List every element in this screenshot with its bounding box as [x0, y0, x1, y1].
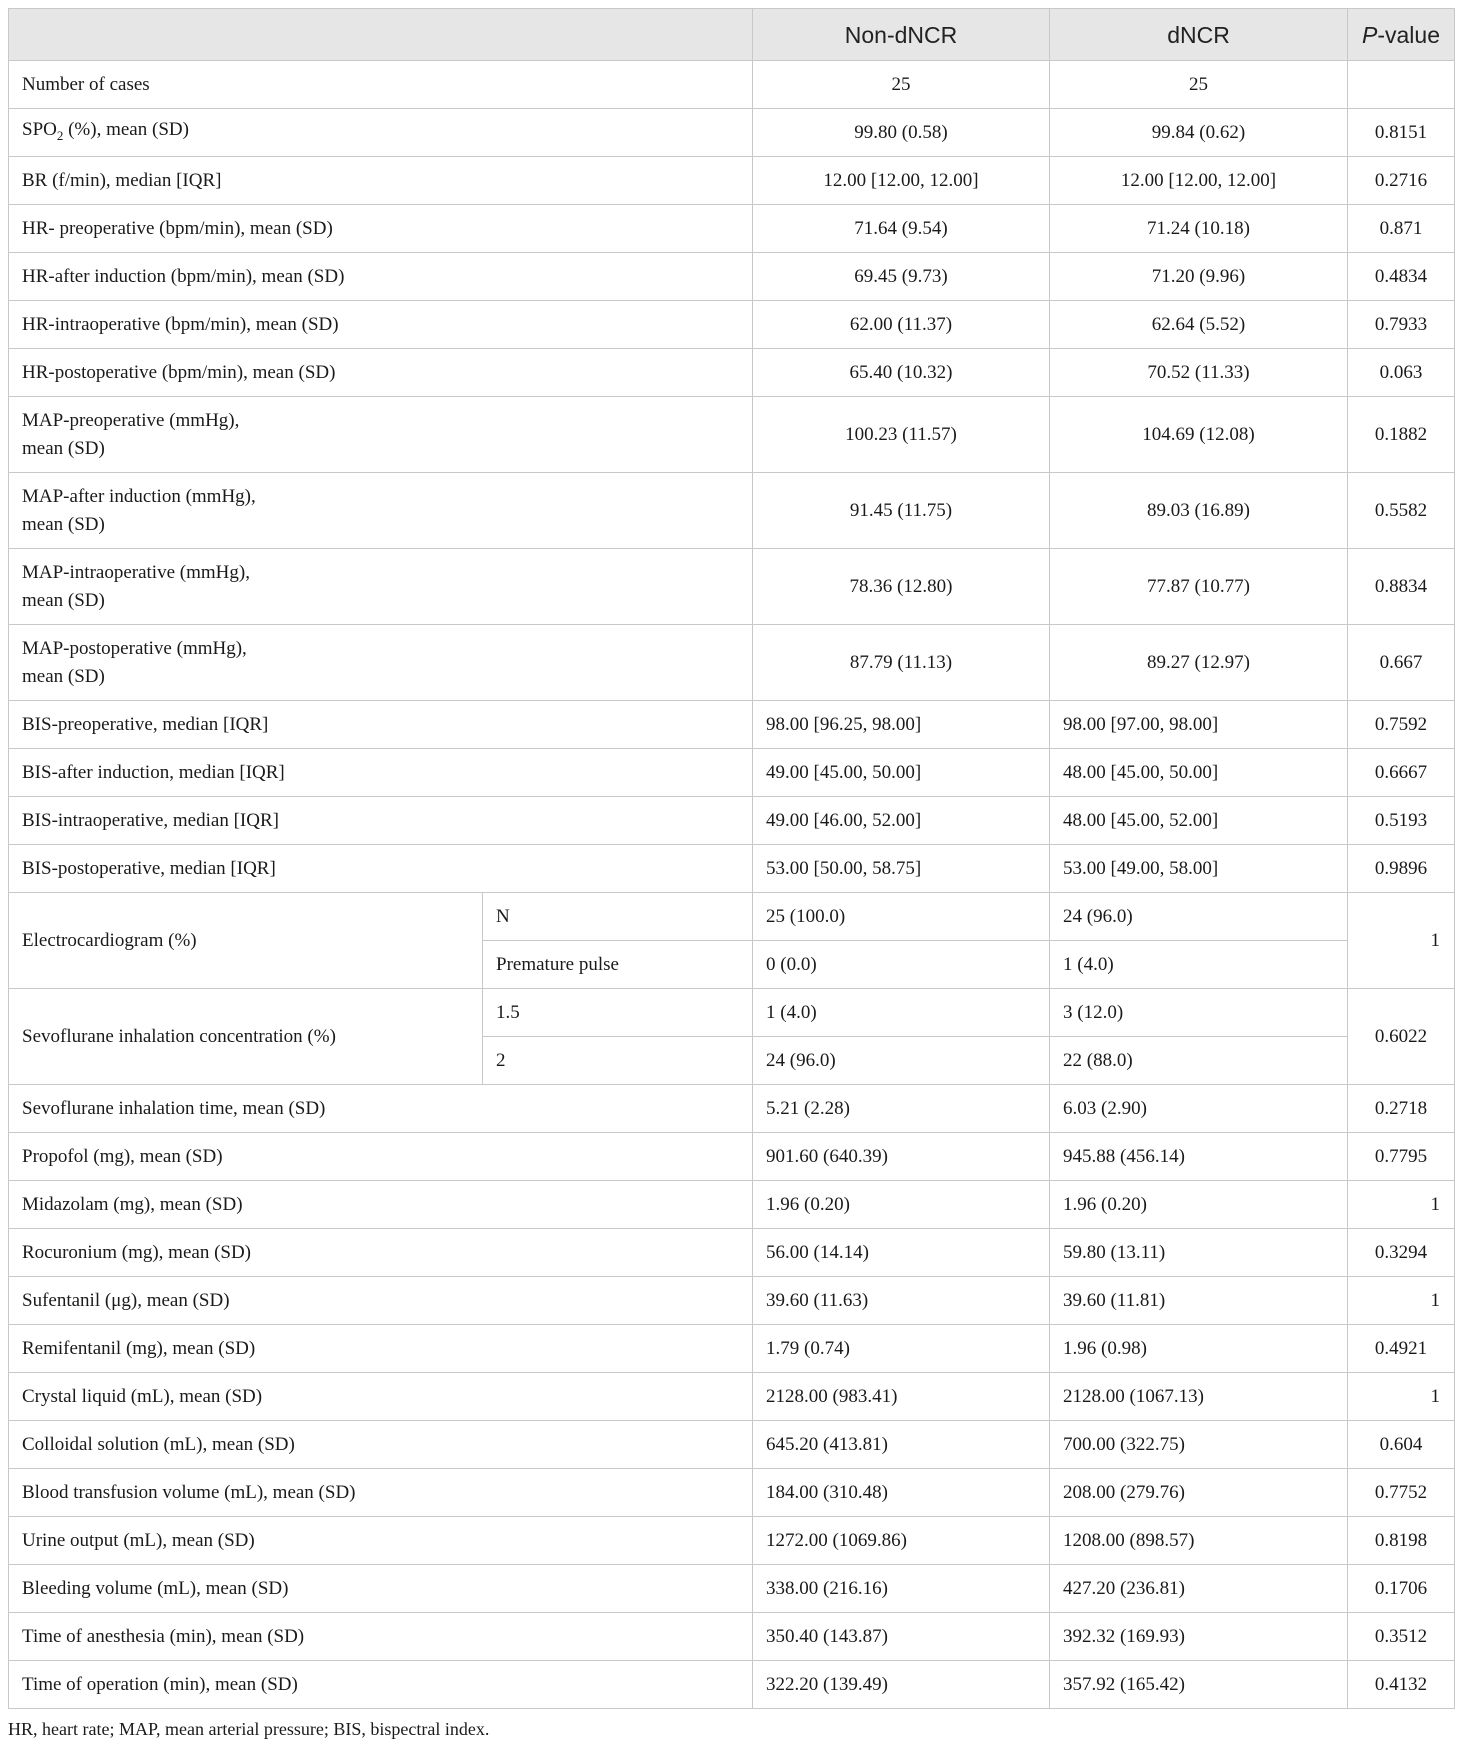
cell-non-dncr: 25	[753, 61, 1050, 109]
table-row	[9, 157, 1455, 205]
cell-p-value: 0.2718	[1348, 1085, 1455, 1133]
table-row	[9, 845, 1455, 893]
row-sublabel: N	[483, 893, 753, 941]
cell-dncr: 77.87 (10.77)	[1050, 549, 1348, 625]
table-row	[9, 549, 1455, 625]
cell-dncr: 357.92 (165.42)	[1050, 1661, 1348, 1709]
row-label-line2: mean (SD)	[22, 513, 105, 535]
row-label: Crystal liquid (mL), mean (SD)	[9, 1373, 753, 1421]
row-label-line1: MAP-preoperative (mmHg),	[22, 409, 240, 431]
cell-dncr: 48.00 [45.00, 50.00]	[1050, 749, 1348, 797]
cell-non-dncr: 91.45 (11.75)	[753, 473, 1050, 549]
cell-dncr: 2128.00 (1067.13)	[1050, 1373, 1348, 1421]
cell-p-value: 0.5582	[1348, 473, 1455, 549]
row-label-line2: mean (SD)	[22, 589, 105, 611]
table-row	[9, 1421, 1455, 1469]
table-row	[9, 1565, 1455, 1613]
cell-dncr: 1 (4.0)	[1050, 941, 1348, 989]
table-row	[9, 1181, 1455, 1229]
table-row	[9, 797, 1455, 845]
cell-dncr: 392.32 (169.93)	[1050, 1613, 1348, 1661]
cell-non-dncr: 25 (100.0)	[753, 893, 1050, 941]
table-row	[9, 1085, 1455, 1133]
cell-dncr: 104.69 (12.08)	[1050, 397, 1348, 473]
row-label: HR-postoperative (bpm/min), mean (SD)	[9, 349, 753, 397]
table-row	[9, 1277, 1455, 1325]
cell-non-dncr: 49.00 [45.00, 50.00]	[753, 749, 1050, 797]
row-label: Bleeding volume (mL), mean (SD)	[9, 1565, 753, 1613]
row-label: Electrocardiogram (%)	[9, 893, 483, 989]
cell-p-value: 1	[1348, 1373, 1455, 1421]
row-label	[9, 625, 753, 701]
cell-p-value: 0.8834	[1348, 549, 1455, 625]
row-sublabel: 1.5	[483, 989, 753, 1037]
row-label: HR-after induction (bpm/min), mean (SD)	[9, 253, 753, 301]
cell-non-dncr: 322.20 (139.49)	[753, 1661, 1050, 1709]
cell-dncr: 99.84 (0.62)	[1050, 109, 1348, 157]
row-label: Propofol (mg), mean (SD)	[9, 1133, 753, 1181]
table-row	[9, 301, 1455, 349]
cell-non-dncr: 0 (0.0)	[753, 941, 1050, 989]
row-label: Number of cases	[9, 61, 753, 109]
cell-non-dncr: 24 (96.0)	[753, 1037, 1050, 1085]
row-label-line2: mean (SD)	[22, 437, 105, 459]
row-label-line2: mean (SD)	[22, 665, 105, 687]
cell-non-dncr: 901.60 (640.39)	[753, 1133, 1050, 1181]
cell-p-value: 0.667	[1348, 625, 1455, 701]
row-label: Sufentanil (μg), mean (SD)	[9, 1277, 753, 1325]
cell-p-value: 1	[1348, 1277, 1455, 1325]
cell-dncr: 945.88 (456.14)	[1050, 1133, 1348, 1181]
cell-non-dncr: 56.00 (14.14)	[753, 1229, 1050, 1277]
cell-non-dncr: 2128.00 (983.41)	[753, 1373, 1050, 1421]
row-label-line1: MAP-intraoperative (mmHg),	[22, 561, 250, 583]
cell-dncr: 71.20 (9.96)	[1050, 253, 1348, 301]
cell-dncr: 89.27 (12.97)	[1050, 625, 1348, 701]
cell-dncr: 6.03 (2.90)	[1050, 1085, 1348, 1133]
row-label	[9, 549, 753, 625]
table-row	[9, 473, 1455, 549]
table-row	[9, 1613, 1455, 1661]
header-row	[9, 9, 1455, 61]
header-dncr: dNCR	[1050, 9, 1348, 61]
row-label: Rocuronium (mg), mean (SD)	[9, 1229, 753, 1277]
table-row	[9, 893, 1455, 941]
cell-dncr: 70.52 (11.33)	[1050, 349, 1348, 397]
cell-non-dncr: 65.40 (10.32)	[753, 349, 1050, 397]
row-label-post: (%), mean (SD)	[63, 118, 189, 140]
row-label: Sevoflurane inhalation concentration (%)	[9, 989, 483, 1085]
table-row	[9, 1325, 1455, 1373]
row-label: BIS-postoperative, median [IQR]	[9, 845, 753, 893]
cell-non-dncr: 49.00 [46.00, 52.00]	[753, 797, 1050, 845]
row-label-line1: MAP-after induction (mmHg),	[22, 485, 256, 507]
cell-dncr: 12.00 [12.00, 12.00]	[1050, 157, 1348, 205]
cell-non-dncr: 69.45 (9.73)	[753, 253, 1050, 301]
cell-non-dncr: 53.00 [50.00, 58.75]	[753, 845, 1050, 893]
table-container	[8, 8, 1454, 1740]
cell-dncr: 700.00 (322.75)	[1050, 1421, 1348, 1469]
cell-dncr: 89.03 (16.89)	[1050, 473, 1348, 549]
cell-non-dncr: 645.20 (413.81)	[753, 1421, 1050, 1469]
cell-non-dncr: 1.79 (0.74)	[753, 1325, 1050, 1373]
row-label: Time of operation (min), mean (SD)	[9, 1661, 753, 1709]
cell-p-value: 0.8198	[1348, 1517, 1455, 1565]
cell-non-dncr: 350.40 (143.87)	[753, 1613, 1050, 1661]
row-label	[9, 473, 753, 549]
row-label: BIS-intraoperative, median [IQR]	[9, 797, 753, 845]
table-row	[9, 397, 1455, 473]
header-non-dncr: Non-dNCR	[753, 9, 1050, 61]
cell-dncr: 24 (96.0)	[1050, 893, 1348, 941]
table-row	[9, 989, 1455, 1037]
row-label-subscript: 2	[56, 127, 64, 143]
cell-p-value	[1348, 61, 1455, 109]
cell-dncr: 1.96 (0.98)	[1050, 1325, 1348, 1373]
row-label: Remifentanil (mg), mean (SD)	[9, 1325, 753, 1373]
cell-p-value: 0.1706	[1348, 1565, 1455, 1613]
cell-non-dncr: 71.64 (9.54)	[753, 205, 1050, 253]
cell-non-dncr: 100.23 (11.57)	[753, 397, 1050, 473]
cell-non-dncr: 184.00 (310.48)	[753, 1469, 1050, 1517]
cell-dncr: 1.96 (0.20)	[1050, 1181, 1348, 1229]
cell-p-value: 0.4834	[1348, 253, 1455, 301]
row-sublabel: 2	[483, 1037, 753, 1085]
cell-non-dncr: 39.60 (11.63)	[753, 1277, 1050, 1325]
table-row	[9, 253, 1455, 301]
cell-non-dncr: 98.00 [96.25, 98.00]	[753, 701, 1050, 749]
cell-p-value: 1	[1348, 893, 1455, 989]
cell-non-dncr: 5.21 (2.28)	[753, 1085, 1050, 1133]
cell-non-dncr: 78.36 (12.80)	[753, 549, 1050, 625]
cell-p-value: 1	[1348, 1181, 1455, 1229]
row-label: BR (f/min), median [IQR]	[9, 157, 753, 205]
row-label-pre: SPO	[22, 118, 57, 140]
cell-non-dncr: 12.00 [12.00, 12.00]	[753, 157, 1050, 205]
cell-non-dncr: 62.00 (11.37)	[753, 301, 1050, 349]
cell-dncr: 1208.00 (898.57)	[1050, 1517, 1348, 1565]
table-row	[9, 1133, 1455, 1181]
table-row	[9, 61, 1455, 109]
row-label: BIS-preoperative, median [IQR]	[9, 701, 753, 749]
cell-dncr: 208.00 (279.76)	[1050, 1469, 1348, 1517]
table-row	[9, 1517, 1455, 1565]
cell-p-value: 0.7795	[1348, 1133, 1455, 1181]
row-label: BIS-after induction, median [IQR]	[9, 749, 753, 797]
cell-non-dncr: 87.79 (11.13)	[753, 625, 1050, 701]
row-label: Sevoflurane inhalation time, mean (SD)	[9, 1085, 753, 1133]
row-sublabel: Premature pulse	[483, 941, 753, 989]
cell-p-value: 0.604	[1348, 1421, 1455, 1469]
cell-p-value: 0.6667	[1348, 749, 1455, 797]
row-label	[9, 397, 753, 473]
cell-p-value: 0.6022	[1348, 989, 1455, 1085]
cell-dncr: 59.80 (13.11)	[1050, 1229, 1348, 1277]
cell-p-value: 0.4921	[1348, 1325, 1455, 1373]
table-row	[9, 701, 1455, 749]
cell-non-dncr: 1272.00 (1069.86)	[753, 1517, 1050, 1565]
cell-non-dncr: 338.00 (216.16)	[753, 1565, 1050, 1613]
cell-p-value: 0.9896	[1348, 845, 1455, 893]
cell-p-value: 0.7933	[1348, 301, 1455, 349]
data-table	[8, 8, 1455, 1709]
cell-dncr: 98.00 [97.00, 98.00]	[1050, 701, 1348, 749]
header-p-value	[1348, 9, 1455, 61]
table-row	[9, 749, 1455, 797]
cell-non-dncr: 1 (4.0)	[753, 989, 1050, 1037]
row-label: HR-intraoperative (bpm/min), mean (SD)	[9, 301, 753, 349]
table-row	[9, 205, 1455, 253]
table-row	[9, 1469, 1455, 1517]
header-p-rest: -value	[1377, 21, 1440, 48]
row-label: Blood transfusion volume (mL), mean (SD)	[9, 1469, 753, 1517]
table-row	[9, 1661, 1455, 1709]
cell-p-value: 0.7592	[1348, 701, 1455, 749]
row-label: Time of anesthesia (min), mean (SD)	[9, 1613, 753, 1661]
cell-dncr: 39.60 (11.81)	[1050, 1277, 1348, 1325]
row-label: Colloidal solution (mL), mean (SD)	[9, 1421, 753, 1469]
table-row	[9, 349, 1455, 397]
header-blank	[9, 9, 753, 61]
cell-non-dncr: 99.80 (0.58)	[753, 109, 1050, 157]
table-footnote: HR, heart rate; MAP, mean arterial pressure; BIS, bispectral index.	[8, 1719, 490, 1739]
cell-dncr: 427.20 (236.81)	[1050, 1565, 1348, 1613]
cell-dncr: 22 (88.0)	[1050, 1037, 1348, 1085]
row-label: Urine output (mL), mean (SD)	[9, 1517, 753, 1565]
cell-p-value: 0.4132	[1348, 1661, 1455, 1709]
row-label: HR- preoperative (bpm/min), mean (SD)	[9, 205, 753, 253]
cell-non-dncr: 1.96 (0.20)	[753, 1181, 1050, 1229]
table-row	[9, 1229, 1455, 1277]
cell-dncr: 71.24 (10.18)	[1050, 205, 1348, 253]
cell-p-value: 0.3294	[1348, 1229, 1455, 1277]
table-row	[9, 625, 1455, 701]
cell-p-value: 0.8151	[1348, 109, 1455, 157]
header-p-italic: P	[1362, 21, 1378, 48]
cell-dncr: 53.00 [49.00, 58.00]	[1050, 845, 1348, 893]
cell-dncr: 3 (12.0)	[1050, 989, 1348, 1037]
cell-p-value: 0.5193	[1348, 797, 1455, 845]
row-label: Midazolam (mg), mean (SD)	[9, 1181, 753, 1229]
cell-p-value: 0.063	[1348, 349, 1455, 397]
table-row	[9, 109, 1455, 157]
table-row	[9, 1373, 1455, 1421]
cell-p-value: 0.3512	[1348, 1613, 1455, 1661]
row-label-line1: MAP-postoperative (mmHg),	[22, 637, 247, 659]
cell-p-value: 0.7752	[1348, 1469, 1455, 1517]
row-label	[9, 109, 753, 157]
cell-dncr: 48.00 [45.00, 52.00]	[1050, 797, 1348, 845]
cell-p-value: 0.871	[1348, 205, 1455, 253]
cell-dncr: 62.64 (5.52)	[1050, 301, 1348, 349]
cell-p-value: 0.1882	[1348, 397, 1455, 473]
cell-dncr: 25	[1050, 61, 1348, 109]
cell-p-value: 0.2716	[1348, 157, 1455, 205]
